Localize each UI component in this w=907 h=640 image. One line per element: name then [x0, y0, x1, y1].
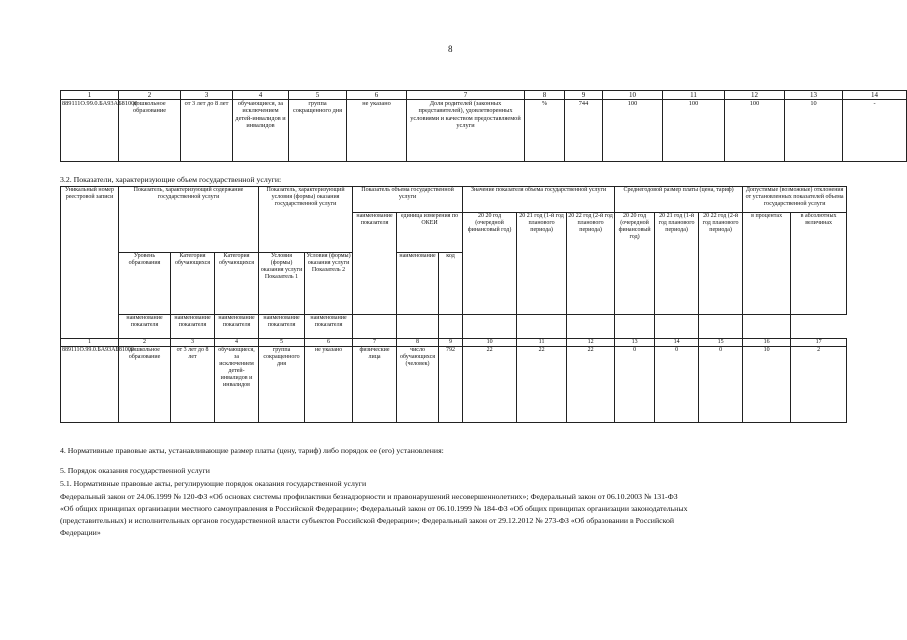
- col-number: 3: [181, 91, 233, 100]
- col-number: 3: [171, 339, 215, 347]
- deviation-absolute: -: [843, 100, 907, 162]
- value-2020: 100: [603, 100, 663, 162]
- fee-2021-header: 20 21 год (1-й год планового периода): [655, 213, 699, 315]
- fee-2022-header: 20 22 год (2-й год планового периода): [699, 213, 743, 315]
- okei-code: 744: [565, 100, 603, 162]
- col-number: 9: [565, 91, 603, 100]
- fee-2020-header: 20 20 год (очередной финансовый год): [615, 213, 655, 315]
- value-2021: 100: [663, 100, 725, 162]
- indicator-name-label: наименование показателя: [305, 315, 353, 339]
- deviation-header: Допустимые (возможные) отклонения от установленных показателей объема государственной услуги: [743, 187, 847, 213]
- volume-indicators-table: [60, 186, 847, 423]
- deviation-percent: 10: [785, 100, 843, 162]
- col-number: 14: [843, 91, 907, 100]
- col-number: 13: [785, 91, 843, 100]
- col-number: 13: [615, 339, 655, 347]
- col-number: 17: [791, 339, 847, 347]
- col-number: 11: [517, 339, 567, 347]
- service-form: группа сокращенного дня: [289, 100, 347, 162]
- indicator-name-label: наименование показателя: [171, 315, 215, 339]
- okei-name-header: наименование: [397, 253, 439, 315]
- col-number: 14: [655, 339, 699, 347]
- registry-header: Уникальный номер реестровой записи: [61, 187, 119, 339]
- deviation-percent-header: в процентах: [743, 213, 791, 315]
- col-number: 2: [119, 339, 171, 347]
- section-5-1-title: 5.1. Нормативные правовые акты, регулирующие порядок оказания государственной услуги: [60, 479, 367, 488]
- condition-2-header: Условия (формы) оказания услуги Показатель 2: [305, 253, 353, 315]
- recipients: физические лица: [353, 347, 397, 423]
- header-number-row: [61, 91, 907, 100]
- volume-value-header: Значение показателя объема государственной услуги: [463, 187, 615, 213]
- header-row: [61, 187, 847, 213]
- col-number: 6: [347, 91, 407, 100]
- col-number: 10: [463, 339, 517, 347]
- unit: число обучающихся (человек): [397, 347, 439, 423]
- age-category: от 3 лет до 8 лет: [181, 100, 233, 162]
- col-number: 15: [699, 339, 743, 347]
- value-2022: 22: [567, 347, 615, 423]
- section-5-title: 5. Порядок оказания государственной услуги: [60, 466, 210, 475]
- col-number: 5: [289, 91, 347, 100]
- table-row: [61, 347, 847, 423]
- indicator-name-label: наименование показателя: [215, 315, 259, 339]
- conditions-header: Показатель, характеризующий условия (формы) оказания государственной услуги: [259, 187, 353, 253]
- page-number: 8: [448, 44, 453, 54]
- law-line: «Об общих принципах организации местного самоуправления в Российской Федерации»; Федеральный закон от 06.10.1999 № 184-ФЗ «Об общих принципах организации законодательных: [60, 504, 688, 513]
- quality-indicator: Доля родителей (законных представителей), удовлетворенных условиями и качеством предоставляемой услуги: [407, 100, 525, 162]
- table-row: [61, 100, 907, 162]
- student-category-header: Категория обучающихся: [171, 253, 215, 315]
- value-2022: 100: [725, 100, 785, 162]
- edu-level-header: Уровень образования: [119, 253, 171, 315]
- deviation-absolute: 2: [791, 347, 847, 423]
- year-2021-header: 20 21 год (1-й год планового периода): [517, 213, 567, 315]
- student-category: обучающиеся, за исключением детей-инвалидов и инвалидов: [233, 100, 289, 162]
- value-2021: 22: [517, 347, 567, 423]
- education-level: дошкольное образование: [119, 347, 171, 423]
- year-2022-header: 20 22 год (2-й год планового периода): [567, 213, 615, 315]
- okei-code: 792: [439, 347, 463, 423]
- student-category: обучающиеся, за исключением детей-инвалидов и инвалидов: [215, 347, 259, 423]
- col-number: 12: [567, 339, 615, 347]
- col-number: 2: [119, 91, 181, 100]
- col-number: 12: [725, 91, 785, 100]
- indicator-name-label: наименование показателя: [119, 315, 171, 339]
- year-2020-header: 20 20 год (очередной финансовый год): [463, 213, 517, 315]
- value-2020: 22: [463, 347, 517, 423]
- fee-2020: 0: [615, 347, 655, 423]
- registry-code: 889111О.99.0.БА93АБ81000: [61, 100, 119, 162]
- deviation-percent: 10: [743, 347, 791, 423]
- section-4-text: 4. Нормативные правовые акты, устанавливающие размер платы (цену, тариф) либо порядок ее (его) установления:: [60, 446, 444, 455]
- okei-unit-header: единица измерения по ОКЕИ: [397, 213, 463, 253]
- col-number: 1: [61, 339, 119, 347]
- col-number: 9: [439, 339, 463, 347]
- law-line: Федерации»: [60, 528, 101, 537]
- law-line: (представительных) и исполнительных органов государственной власти субъектов Российской Федерации»; Федеральный закон от 29.12.2012 № 273-ФЗ «Об образовании в Российской: [60, 516, 675, 525]
- deviation-abs-header: в абсолютных величинах: [791, 213, 847, 315]
- col-number: 4: [215, 339, 259, 347]
- section-3-2-title: 3.2. Показатели, характеризующие объем государственной услуги:: [60, 175, 282, 184]
- col-number: 6: [305, 339, 353, 347]
- col-number: 7: [407, 91, 525, 100]
- service-form: группа сокращенного дня: [259, 347, 305, 423]
- col-number: 4: [233, 91, 289, 100]
- law-line: Федеральный закон от 24.06.1999 № 120-ФЗ «Об основах системы профилактики безнадзорности и правонарушений несовершеннолетних»; Федеральный закон от 06.10.2003 № 131-ФЗ: [60, 492, 678, 501]
- condition-1-header: Условия (формы) оказания услуги Показатель 1: [259, 253, 305, 315]
- col-number: 8: [397, 339, 439, 347]
- col-number: 10: [603, 91, 663, 100]
- okei-code-header: код: [439, 253, 463, 315]
- col-number: 1: [61, 91, 119, 100]
- indicator-name-header: наименование показателя: [353, 213, 397, 315]
- student-category-header: Категория обучающихся: [215, 253, 259, 315]
- col-number: 8: [525, 91, 565, 100]
- education-level: дошкольное образование: [119, 100, 181, 162]
- col-number: 16: [743, 339, 791, 347]
- registry-code: 889111О.99.0.БА93АБ81000: [61, 347, 119, 423]
- content-header: Показатель, характеризующий содержание государственной услуги: [119, 187, 259, 253]
- header-number-row: [61, 339, 847, 347]
- volume-header: Показатель объема государственной услуги: [353, 187, 463, 213]
- fee-2021: 0: [655, 347, 699, 423]
- condition: не указано: [347, 100, 407, 162]
- col-number: 11: [663, 91, 725, 100]
- quality-indicators-table: [60, 90, 907, 162]
- unit: %: [525, 100, 565, 162]
- header-row: [61, 315, 847, 339]
- col-number: 7: [353, 339, 397, 347]
- col-number: 5: [259, 339, 305, 347]
- age-category: от 3 лет до 8 лет: [171, 347, 215, 423]
- fee-header: Среднегодовой размер платы (цена, тариф): [615, 187, 743, 213]
- condition: не указано: [305, 347, 353, 423]
- fee-2022: 0: [699, 347, 743, 423]
- indicator-name-label: наименование показателя: [259, 315, 305, 339]
